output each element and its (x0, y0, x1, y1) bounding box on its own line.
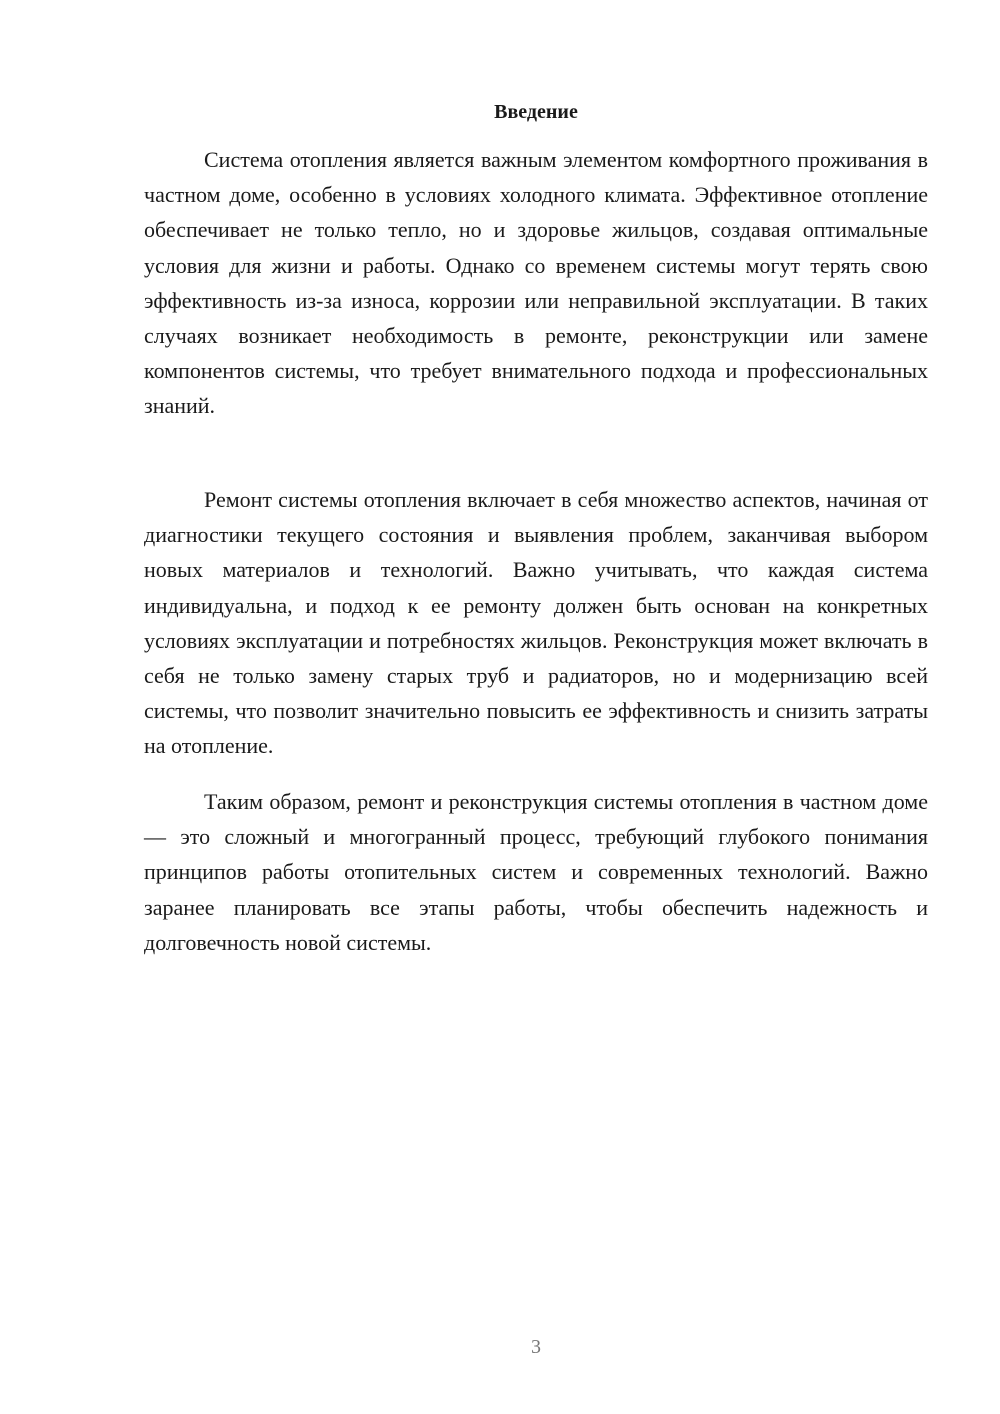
paragraph-3: Таким образом, ремонт и реконструкция системы отопления в частном доме — это сложный и многогранный процесс, требующий глубокого понимания принципов работы отопительных систем и современных технологий. Важно заранее планировать все этапы работы, чтобы обеспечить надежность и долговечность новой системы. (144, 789, 928, 955)
page-number: 3 (531, 1336, 541, 1358)
section-title: Введение (494, 101, 578, 123)
paragraph-1: Система отопления является важным элементом комфортного проживания в частном доме, особенно в условиях холодного климата. Эффективное отопление обеспечивает не только тепло, но и здоровье жильцов, создавая оптимальные условия для жизни и работы. Однако со временем системы могут терять свою эффективность из-за износа, коррозии или неправильной эксплуатации. В таких случаях возникает необходимость в ремонте, реконструкции или замене компонентов системы, что требует внимательного подхода и профессиональных знаний. (144, 147, 928, 419)
paragraph-2: Ремонт системы отопления включает в себя множество аспектов, начиная от диагностики текущего состояния и выявления проблем, заканчивая выбором новых материалов и технологий. Важно учитывать, что каждая система индивидуальна, и подход к ее ремонту должен быть основан на конкретных условиях эксплуатации и потребностях жильцов. Реконструкция может включать в себя не только замену старых труб и радиаторов, но и модернизацию всей системы, что позволит значительно повысить ее эффективность и снизить затраты на отопление. (144, 487, 928, 759)
